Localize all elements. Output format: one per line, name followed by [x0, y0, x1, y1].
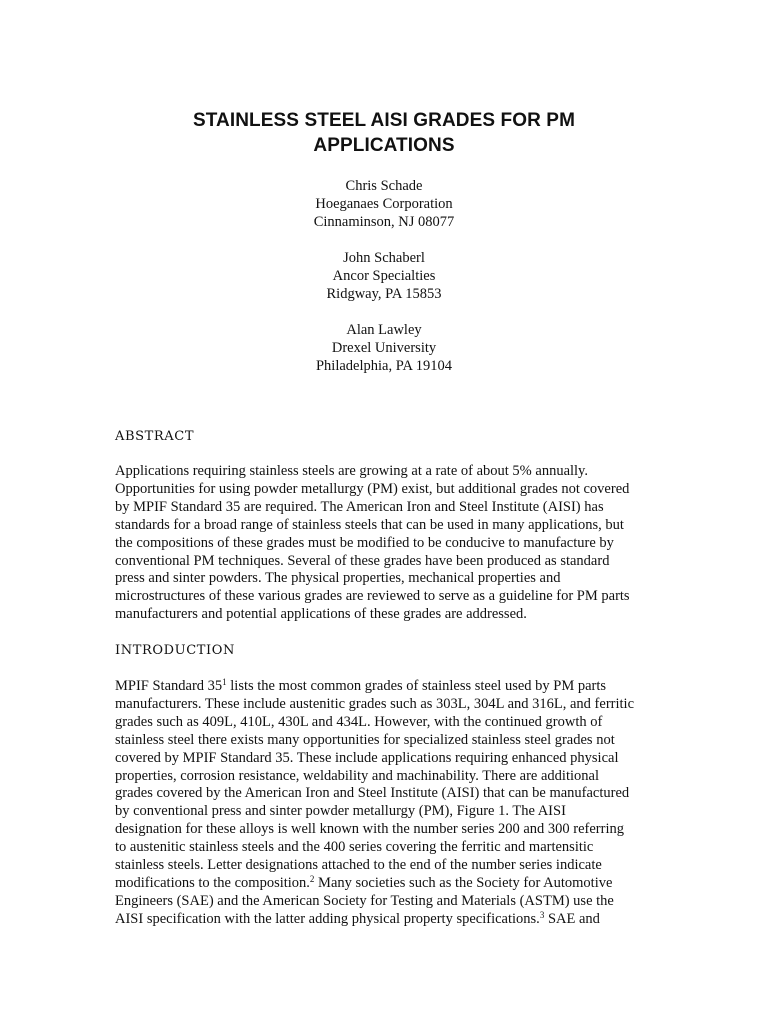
- author-block: [0, 249, 768, 303]
- paper-title-line-1: STAINLESS STEEL AISI GRADES FOR PM: [192, 110, 576, 131]
- text-line: [115, 911, 660, 929]
- author-location: Cinnaminson, NJ 08077: [313, 214, 455, 230]
- abstract-paragraph: [115, 463, 660, 624]
- text-run: AISI specification with the latter adding physical property specifications.: [115, 910, 540, 927]
- text-run: SAE and: [544, 910, 600, 927]
- text-line: manufacturers. These include austenitic grades such as 303L, 304L and 316L, and ferritic: [115, 695, 635, 712]
- author-affiliation: Hoeganaes Corporation: [315, 196, 453, 212]
- text-run: MPIF Standard 35: [115, 678, 223, 694]
- author-affiliation: Drexel University: [331, 340, 437, 356]
- text-line: grades such as 409L, 410L, 430L and 434L. However, with the continued growth of: [115, 713, 603, 730]
- author-affiliation: Ancor Specialties: [332, 268, 436, 284]
- text-line: standards for a broad range of stainless steels that can be used in many applications, but: [115, 516, 624, 533]
- text-run: modifications to the composition.: [115, 874, 310, 891]
- author-name: Alan Lawley: [346, 322, 422, 338]
- text-run: Many societies such as the Society for Automotive: [314, 874, 613, 891]
- introduction-paragraph: [115, 678, 660, 929]
- text-line: microstructures of these various grades are reviewed to serve as a guideline for PM parts: [115, 588, 630, 605]
- text-line: by MPIF Standard 35 are required. The American Iron and Steel Institute (AISI) has: [115, 498, 604, 515]
- text-line: to austenitic stainless steels and the 400 series covering the ferritic and martensitic: [115, 839, 594, 856]
- author-block: [0, 321, 768, 375]
- text-line: stainless steels. Letter designations attached to the end of the number series indicate: [115, 857, 602, 874]
- text-line: manufacturers and potential applications of these grades are addressed.: [115, 606, 527, 623]
- text-run: lists the most common grades of stainless steel used by PM parts: [226, 678, 607, 694]
- text-line: Applications requiring stainless steels are growing at a rate of about 5% annually.: [115, 463, 588, 479]
- text-line: press and sinter powders. The physical properties, mechanical properties and: [115, 570, 561, 587]
- author-location: Philadelphia, PA 19104: [315, 358, 452, 374]
- text-line: Engineers (SAE) and the American Society for Testing and Materials (ASTM) use the: [115, 892, 614, 909]
- text-line: covered by MPIF Standard 35. These include applications requiring enhanced physical: [115, 749, 619, 766]
- text-line: grades covered by the American Iron and Steel Institute (AISI) that can be manufactured: [115, 785, 630, 802]
- text-line: Opportunities for using powder metallurgy (PM) exist, but additional grades not covered: [115, 480, 630, 497]
- footnote-ref: 3: [539, 909, 545, 920]
- author-name: John Schaberl: [343, 250, 425, 266]
- text-line: by conventional press and sinter powder metallurgy (PM), Figure 1. The AISI: [115, 803, 566, 820]
- text-line: stainless steel there exists many opportunities for specialized stainless steel grades not: [115, 731, 615, 748]
- author-list: [0, 177, 768, 393]
- author-block: [0, 177, 768, 231]
- text-line: [115, 678, 660, 696]
- footnote-ref: 1: [222, 677, 227, 687]
- paper-title-line-2: APPLICATIONS: [313, 135, 455, 156]
- text-line: properties, corrosion resistance, weldability and machinability. There are additional: [115, 767, 599, 784]
- paper-title: [0, 108, 768, 158]
- author-location: Ridgway, PA 15853: [326, 286, 442, 302]
- author-name: Chris Schade: [345, 178, 423, 194]
- text-line: the compositions of these grades must be modified to be conducive to manufacture by: [115, 534, 614, 551]
- introduction-heading: INTRODUCTION: [115, 643, 235, 658]
- text-line: conventional PM techniques. Several of these grades have been produced as standard: [115, 552, 610, 569]
- text-line: [115, 875, 660, 893]
- text-line: designation for these alloys is well known with the number series 200 and 300 referring: [115, 821, 624, 838]
- footnote-ref: 2: [309, 873, 315, 884]
- abstract-heading: ABSTRACT: [115, 429, 195, 444]
